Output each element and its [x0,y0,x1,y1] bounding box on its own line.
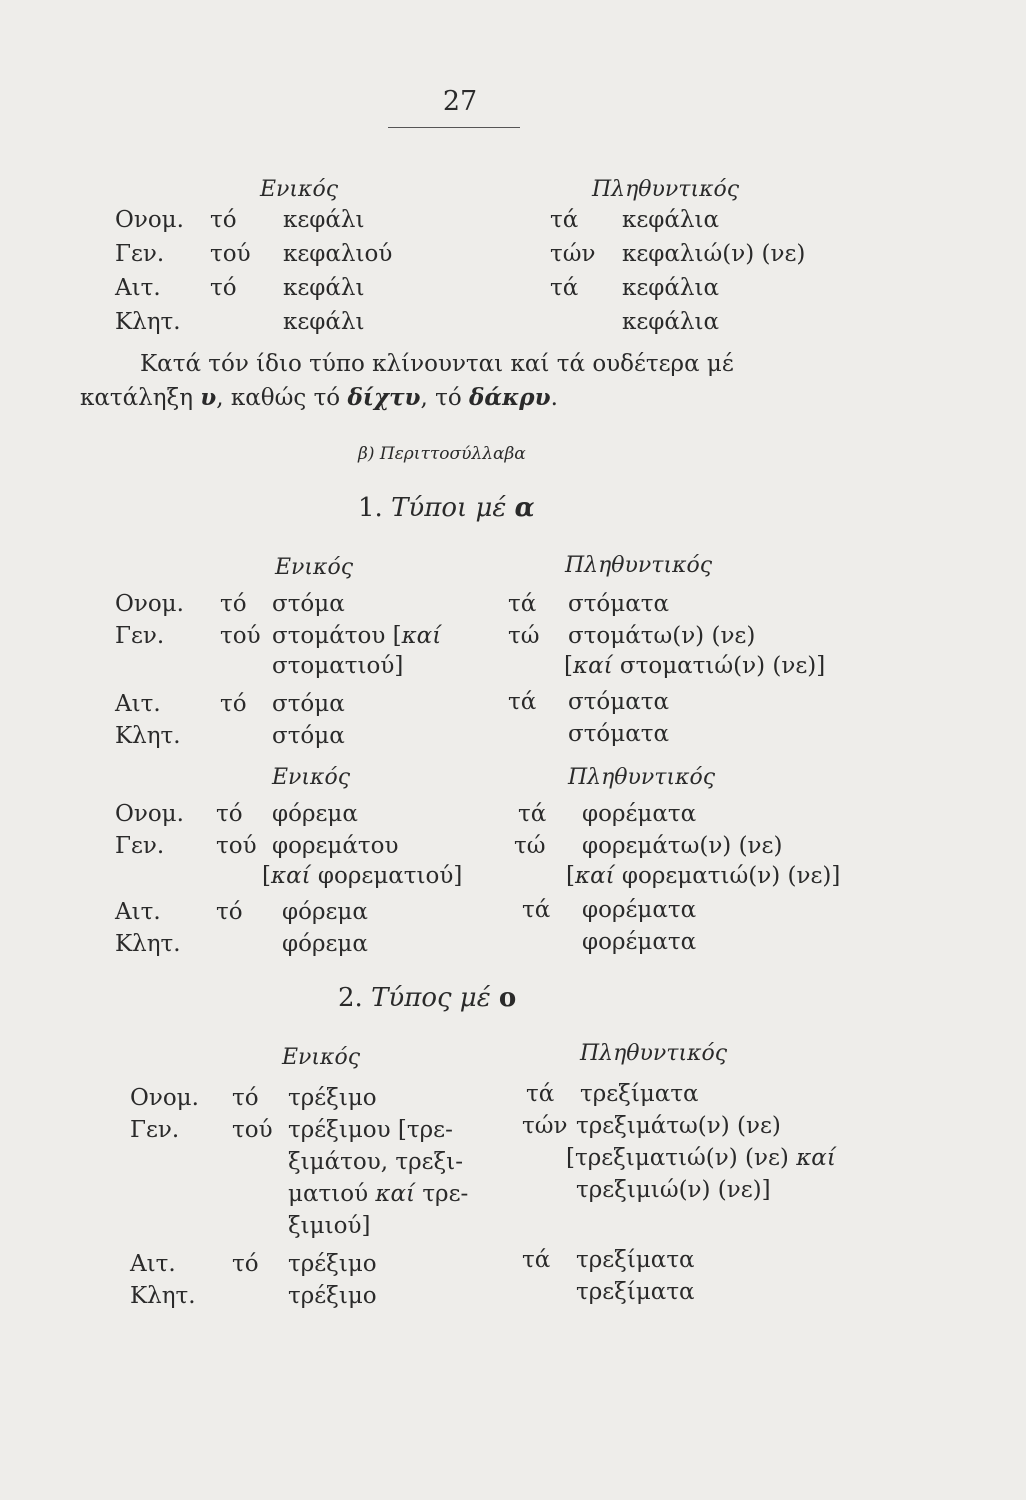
plural-form: στόματα [568,689,670,715]
plural-form: στόματα [568,721,670,747]
article: τού [220,623,261,649]
singular-form-cont: ξιμιού] [288,1213,371,1239]
article: τό [232,1085,259,1111]
plural-form-alt: [καί στοματιώ(ν) (νε)] [564,653,826,679]
plural-form-alt: [καί φορεματιώ(ν) (νε)] [566,863,841,889]
plural-form: τρεξίματα [580,1081,699,1107]
singular-form: φορεμάτου [272,833,399,859]
singular-form: κεφαλιού [283,241,393,267]
singular-form-alt: στοματιού] [272,653,404,679]
plural-form: τρεξιμάτω(ν) (νε) [576,1113,781,1139]
plural-article: τών [522,1113,568,1139]
plural-form: κεφάλια [622,275,720,301]
plural-header: Πληθυντικός [580,1041,728,1066]
singular-form: κεφάλι [283,207,365,233]
plural-article: τά [522,897,551,923]
plural-article: τά [518,801,547,827]
plural-form: κεφάλια [622,309,720,335]
case-label: Κλητ. [115,931,181,957]
plural-article: τά [508,689,537,715]
case-label: Γεν. [130,1117,180,1143]
plural-form: φορέματα [582,897,697,923]
plural-article: τώ [514,833,546,859]
case-label: Γεν. [115,833,165,859]
page-number: 27 [442,86,478,117]
subsection-heading: β) Περιττοσύλλαβα [358,444,526,464]
plural-form: φορεμάτω(ν) (νε) [582,833,783,859]
singular-form-cont: ξιμάτου, τρεξι- [288,1149,463,1175]
singular-header: Ενικός [282,1045,361,1070]
article: τό [232,1251,259,1277]
plural-form: τρεξίματα [576,1247,695,1273]
plural-form: στομάτω(ν) (νε) [568,623,756,649]
paragraph-line-1: Κατά τόν ίδιο τύπο κλίνουνται καί τά ουδέτερα μέ [140,351,734,377]
article: τού [216,833,257,859]
plural-form: κεφαλιώ(ν) (νε) [622,241,806,267]
singular-form: στόμα [272,591,345,617]
singular-form: φόρεμα [282,899,368,925]
singular-form: τρέξιμο [288,1283,377,1309]
example-dichty: δίχτυ [347,384,421,411]
case-label: Ονομ. [115,591,184,617]
article: τό [220,591,247,617]
plural-form: φορέματα [582,929,697,955]
plural-form: στόματα [568,591,670,617]
plural-article: τών [550,241,596,267]
case-label: Αιτ. [115,899,161,925]
article: τού [210,241,251,267]
plural-form: φορέματα [582,801,697,827]
case-label: Ονομ. [115,207,184,233]
plural-header: Πληθυντικός [568,765,716,790]
section-heading-type-2: 2. Τύπος μέ ο [338,983,517,1013]
case-label: Κλητ. [115,723,181,749]
case-label: Γεν. [115,241,165,267]
singular-form: κεφάλι [283,309,365,335]
case-label: Ονομ. [130,1085,199,1111]
singular-form: κεφάλι [283,275,365,301]
plural-header: Πληθυντικός [592,177,740,202]
plural-form-alt: τρεξιμιώ(ν) (νε)] [576,1177,771,1203]
article: τό [216,801,243,827]
singular-form-cont: ματιού καί τρε- [288,1181,469,1207]
plural-form: τρεξίματα [576,1279,695,1305]
singular-form: στόμα [272,723,345,749]
case-label: Γεν. [115,623,165,649]
singular-header: Ενικός [275,555,354,580]
singular-form: στόμα [272,691,345,717]
section-heading-type-1: 1. Τύποι μέ α [358,493,535,523]
case-label: Κλητ. [115,309,181,335]
singular-header: Ενικός [260,177,339,202]
plural-article: τά [508,591,537,617]
singular-form: φόρεμα [272,801,358,827]
singular-form: τρέξιμο [288,1251,377,1277]
case-label: Ονομ. [115,801,184,827]
plural-article: τά [526,1081,555,1107]
singular-form: τρέξιμου [τρε- [288,1117,453,1143]
singular-header: Ενικός [272,765,351,790]
plural-header: Πληθυντικός [565,553,713,578]
plural-form-alt: [τρεξιματιώ(ν) (νε) καί [566,1145,836,1171]
paragraph-line-2: κατάληξη υ, καθώς τό δίχτυ, τό δάκρυ. [80,384,558,411]
plural-article: τά [550,207,579,233]
article: τού [232,1117,273,1143]
plural-article: τώ [508,623,540,649]
example-dakry: δάκρυ [469,384,551,411]
singular-form: στομάτου [καί [272,623,442,649]
header-rule [388,127,520,128]
ending-u: υ [200,384,217,411]
plural-article: τά [550,275,579,301]
case-label: Αιτ. [115,691,161,717]
article: τό [210,207,237,233]
singular-form-alt: [καί φορεματιού] [262,863,463,889]
article: τό [210,275,237,301]
case-label: Αιτ. [130,1251,176,1277]
plural-article: τά [522,1247,551,1273]
case-label: Κλητ. [130,1283,196,1309]
case-label: Αιτ. [115,275,161,301]
article: τό [216,899,243,925]
singular-form: τρέξιμο [288,1085,377,1111]
article: τό [220,691,247,717]
singular-form: φόρεμα [282,931,368,957]
plural-form: κεφάλια [622,207,720,233]
